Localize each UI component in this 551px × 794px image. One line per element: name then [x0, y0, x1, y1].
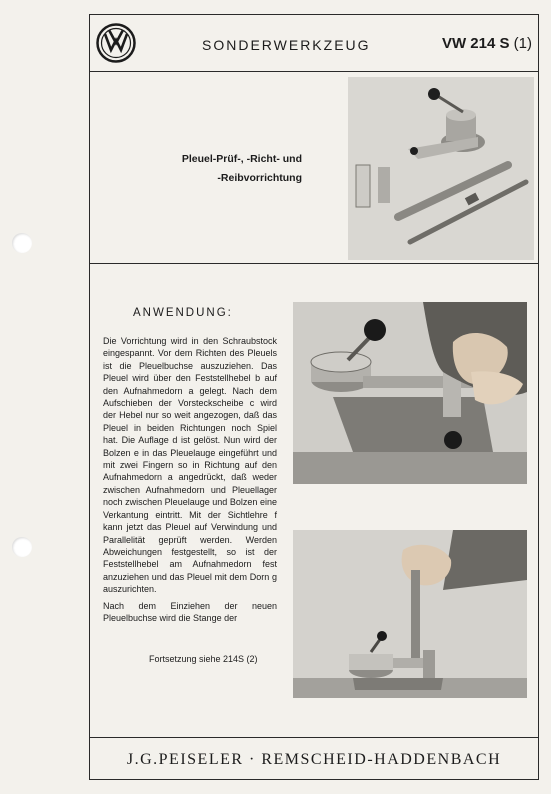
continuation-note: Fortsetzung siehe 214S (2)	[149, 654, 258, 664]
tool-code	[442, 35, 532, 52]
usage-paragraph-1: Die Vorrichtung wird in den Schraubstock eingespannt. Vor dem Richten des Pleuels ist die Pleuelbuchse auszuziehen. Das Pleuel wird über den Feststellhebel b auf den Aufnahmedorn a gelegt. Nach dem Aufschieben der Vorsteckscheibe c wird der Hebel nur so weit angezogen, daß das Pleuel in beiden Richtungen noch Spiel hat. Die Auflage d ist gelöst. Nun wird der Bolzen e in das Pleuelauge eingeführt und mit zwei Fingern so in Richtung auf den Aufnahmedorn a angedrückt, daß weder zwischen Aufnahmedorn und Pleuellager noch zwischen Pleuelauge und Bolzen eine Verkantung eintritt. Mit der Sichtlehre f kann jetzt das Pleuel auf Verwindung und Parallelität geprüft werden. Werden Abweichungen festgestellt, so ist der Feststellhebel am Aufnahmedorn fest anzuziehen und das Pleuel mit dem Dorn g auszurichten.	[103, 336, 277, 595]
punch-hole-top	[12, 233, 32, 253]
sheet-title: SONDERWERKZEUG	[202, 37, 371, 53]
product-title-line-1: Pleuel-Prüf-, -Richt- und	[181, 153, 302, 165]
usage-section	[90, 264, 538, 738]
product-section	[90, 72, 538, 264]
punch-hole-bottom	[12, 537, 32, 557]
vw-logo	[96, 23, 136, 63]
clamping-photo	[293, 302, 527, 484]
tool-code-number: VW 214 S	[441, 35, 510, 52]
manufacturer-footer: J.G.PEISELER · REMSCHEID-HADDENBACH	[126, 751, 502, 768]
tool-sheet	[89, 14, 539, 780]
sheet-header	[90, 15, 538, 72]
tool-code-sheet: (1)	[513, 35, 532, 52]
product-title-line-2: -Reibvorrichtung	[217, 172, 302, 184]
straightening-photo	[293, 530, 527, 698]
usage-paragraph-2: Nach dem Einziehen der neuen Pleuelbuchse wird die Stange der	[103, 600, 277, 623]
usage-heading: ANWENDUNG:	[133, 307, 233, 319]
product-title	[142, 150, 302, 188]
usage-text	[103, 335, 277, 628]
tool-kit-photo	[348, 77, 534, 260]
